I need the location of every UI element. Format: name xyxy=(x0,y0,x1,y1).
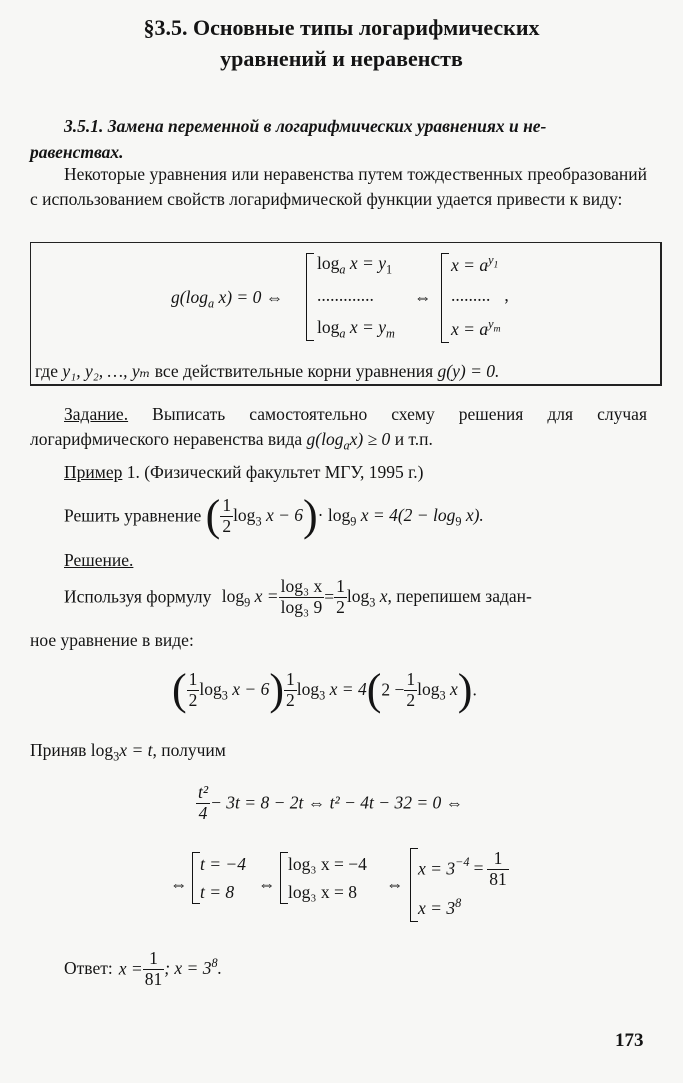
scheme-footer xyxy=(35,363,499,381)
formula-lhs-base: 9 xyxy=(244,595,251,610)
solve-log1: log xyxy=(233,505,256,526)
rw-paren2-open: ( xyxy=(366,665,382,714)
sys1-idx: 1 xyxy=(385,262,393,277)
formula-eq: = xyxy=(324,586,335,607)
sys1-base-m: a xyxy=(339,326,346,341)
sys1-idx-m: m xyxy=(385,326,395,341)
rw-log-b: log xyxy=(296,679,320,700)
answer-line xyxy=(64,950,222,988)
rw-half-3 xyxy=(404,671,417,709)
rw-half3-den: 2 xyxy=(406,689,416,710)
subsection-heading-line2: равенствах. xyxy=(30,142,124,162)
formula-rhs-log: log xyxy=(346,586,370,607)
rw-log-a-base: 3 xyxy=(221,688,228,703)
solve-end: x). xyxy=(461,505,484,526)
formula-f2-den: 2 xyxy=(336,596,345,617)
scheme-sys2-line3 xyxy=(451,317,501,339)
rw-end: . xyxy=(472,679,477,700)
rw-half-2 xyxy=(284,671,297,709)
scheme-g-base: a xyxy=(207,296,215,311)
sys3-a-exp: −4 xyxy=(455,855,470,870)
sys1-b: t = 8 xyxy=(200,882,235,902)
rw-log-a: log xyxy=(199,679,222,700)
rw-half-1 xyxy=(187,671,200,709)
formula-lhs-rest: x = xyxy=(250,586,279,607)
solve-log3-base: 9 xyxy=(455,514,462,529)
sys2-x-a: x = a xyxy=(451,255,489,275)
rw-paren2-close: ) xyxy=(457,665,473,714)
sys3-a xyxy=(418,850,509,888)
formula-tail: , перепишем задан- xyxy=(387,586,532,607)
sys3-a-den: 81 xyxy=(489,868,507,889)
formula-f1-num: log₃ x xyxy=(280,576,323,596)
answer-end: . xyxy=(217,958,222,979)
subsection-heading-line1: 3.5.1. Замена переменной в логарифмических уравнениях и не- xyxy=(64,116,547,136)
footer-eq: g(y) = 0. xyxy=(437,361,500,381)
answer-x2-wrap xyxy=(164,958,222,978)
scheme-comma: , xyxy=(504,285,509,305)
rewritten-equation xyxy=(172,665,477,714)
formula-f2-num: 1 xyxy=(336,576,345,596)
sys2-a: log₃ x = −4 xyxy=(288,854,367,874)
rw-log-d-rest: x xyxy=(445,679,458,700)
scheme-bracket-1 xyxy=(306,253,314,341)
sys3-a-frac xyxy=(487,850,509,888)
quad-den: 4 xyxy=(198,802,208,823)
solve-log2: · log xyxy=(317,505,351,526)
footer-text: все действительные корни уравнения xyxy=(150,361,438,381)
answer-label: Ответ: xyxy=(64,958,113,979)
sys1-log: log xyxy=(317,253,340,273)
formula-frac-2 xyxy=(334,578,347,616)
sys-bracket-1 xyxy=(192,852,200,904)
sys1-base: a xyxy=(339,262,346,277)
scheme-sys1-dots: ............. xyxy=(317,285,374,305)
sys3-a-eq: = xyxy=(472,858,485,879)
task-label: Задание. xyxy=(64,404,129,424)
answer-x2: ; x = 3 xyxy=(164,958,212,979)
scheme-g-log: g(log xyxy=(171,287,208,307)
formula-use-line2: ное уравнение в виде: xyxy=(30,630,194,650)
scheme-left-side xyxy=(171,287,284,311)
task-text: Выписать самостоятельно схему решения для случая логарифмического неравенства вида xyxy=(30,404,647,449)
subsection-heading xyxy=(30,113,647,165)
solve-half xyxy=(220,497,233,535)
rw-half-den: 2 xyxy=(188,689,198,710)
page-number: 173 xyxy=(615,1030,644,1051)
task-formula: g(log xyxy=(306,428,344,449)
answer-x2-exp: 8 xyxy=(211,956,218,971)
formula-frac-1 xyxy=(279,578,325,616)
quad-frac xyxy=(196,784,210,822)
subst-var: x = t xyxy=(119,740,153,760)
example-label: Пример xyxy=(64,462,123,482)
answer-frac xyxy=(143,950,165,988)
section-title xyxy=(0,12,683,74)
quad-rest: − 3t = 8 − 2t ⇔ t² − 4t − 32 = 0 ⇔ xyxy=(210,792,464,813)
scheme-sys1-line3 xyxy=(317,317,395,341)
rw-half-num: 1 xyxy=(188,669,198,689)
half-num: 1 xyxy=(222,495,232,515)
scheme-equiv: ⇔ xyxy=(414,287,432,307)
scheme-sys2-line1 xyxy=(451,253,499,275)
scheme-frame xyxy=(30,242,662,386)
solve-log2-rest: x = 4(2 − log xyxy=(356,505,456,526)
answer-den: 81 xyxy=(144,968,163,989)
substitution-line xyxy=(30,740,226,764)
intro-paragraph: Некоторые уравнения или неравенства путем тождественных преобразований с использованием свойств логарифмической функции удается привести к виду: xyxy=(30,164,647,209)
formula-f1-den: log₃ 9 xyxy=(280,596,323,617)
scheme-sys1-line1 xyxy=(317,253,393,277)
rw-paren-close: ) xyxy=(269,665,285,714)
sys3-b-exp: 8 xyxy=(455,896,462,911)
quad-num: t² xyxy=(198,782,209,802)
sys3-a-base: x = 3 xyxy=(418,858,456,879)
sys1-rest: x = y xyxy=(345,253,386,273)
rw-log-a-rest: x − 6 xyxy=(227,679,270,700)
sys1-log-m: log xyxy=(317,317,340,337)
footer-where: где xyxy=(35,361,63,381)
rw-log-d-base: 3 xyxy=(439,688,446,703)
formula-lhs-log: log xyxy=(221,586,245,607)
rw-log-d: log xyxy=(417,679,440,700)
scheme-bracket-2 xyxy=(441,253,449,343)
sys2-b: log₃ x = 8 xyxy=(288,882,357,902)
solve-log1-base: 3 xyxy=(255,514,262,529)
quadratic-line xyxy=(196,784,463,822)
solve-log2-base: 9 xyxy=(350,514,357,529)
section-title-line2: уравнений и неравенств xyxy=(220,46,463,71)
solve-log1-rest: x − 6 xyxy=(261,505,304,526)
footer-vars: y₁, y₂, …, yₘ xyxy=(62,361,151,381)
paren-open: ( xyxy=(205,491,221,540)
example-heading xyxy=(64,464,423,482)
solve-line xyxy=(64,491,484,540)
sys1-a: t = −4 xyxy=(200,854,246,874)
sys2-exp-idx: 1 xyxy=(493,259,499,271)
sys2-dots: ......... xyxy=(451,285,491,305)
rw-half3-num: 1 xyxy=(406,669,416,689)
rw-half2-num: 1 xyxy=(286,669,295,689)
task-paragraph xyxy=(30,402,647,451)
half-den: 2 xyxy=(222,515,232,536)
scheme-g-rest: x) = 0 ⇔ xyxy=(214,287,284,307)
sys3-b xyxy=(418,896,462,918)
subst-base: 3 xyxy=(113,749,120,764)
sys1-rest-m: x = y xyxy=(345,317,386,337)
task-formula-base: a xyxy=(343,438,350,452)
sys-arrow-3: ⇔ xyxy=(386,874,404,894)
sys2-exp-m: y xyxy=(488,317,494,332)
rw-paren-open: ( xyxy=(172,665,187,714)
solve-lead: Решить уравнение xyxy=(64,505,202,526)
solution-label: Решение. xyxy=(64,550,134,570)
formula-rhs-base: 3 xyxy=(369,595,376,610)
rw-log-b-base: 3 xyxy=(319,688,326,703)
rw-log-b-rest: x = 4 xyxy=(325,679,367,700)
answer-num: 1 xyxy=(143,950,165,970)
sys-arrow-1: ⇔ xyxy=(170,874,188,894)
rw-two-minus: 2 − xyxy=(381,679,405,700)
sys3-a-num: 1 xyxy=(487,850,509,870)
sys-arrow-2: ⇔ xyxy=(258,874,276,894)
example-text: 1. (Физический факультет МГУ, 1995 г.) xyxy=(122,462,424,482)
subst-text-a: Приняв log xyxy=(30,740,114,760)
scheme-sys2-dots xyxy=(451,287,509,305)
sys3-b-base: x = 3 xyxy=(418,898,456,918)
sys2-x-a-m: x = a xyxy=(451,319,489,339)
task-formula-rest: x) ≥ 0 xyxy=(349,428,391,449)
answer-x1: x = xyxy=(118,958,143,979)
formula-rhs-rest: x xyxy=(375,586,388,607)
task-tail: и т.п. xyxy=(390,428,433,449)
formula-lead: Используя формулу xyxy=(64,586,212,607)
section-title-line1: §3.5. Основные типы логарифмических xyxy=(143,15,540,40)
paren-close: ) xyxy=(303,491,318,540)
sys-bracket-2 xyxy=(280,852,288,904)
sys2-exp: y xyxy=(488,253,494,268)
sys2-exp-idx-m: m xyxy=(493,323,501,335)
subst-text-c: , получим xyxy=(152,740,226,760)
sys-bracket-3 xyxy=(410,848,418,922)
rw-half2-den: 2 xyxy=(286,689,295,710)
formula-use-line xyxy=(64,578,532,616)
